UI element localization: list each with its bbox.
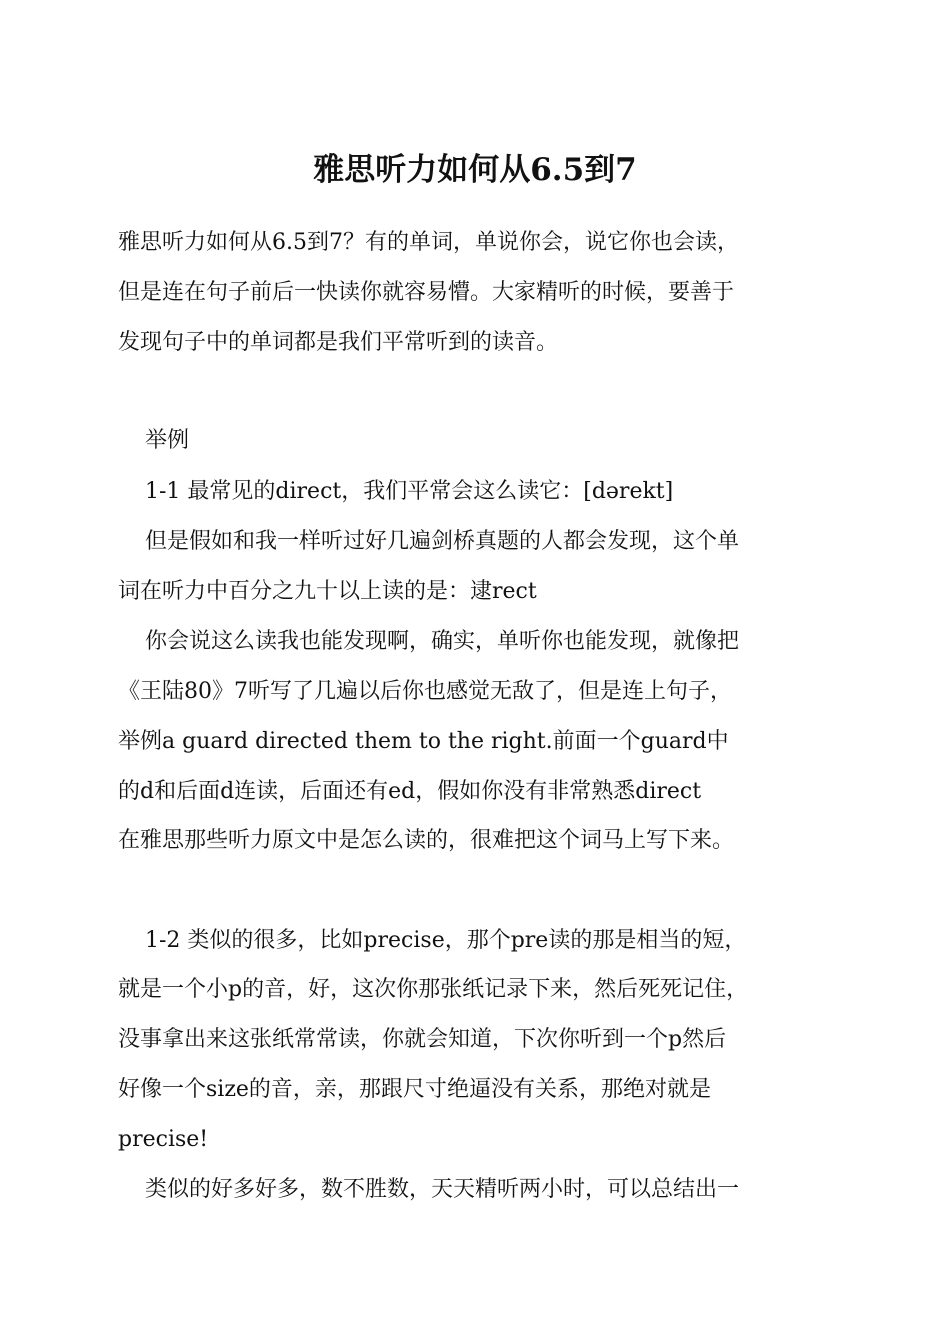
paragraph-line: 没事拿出来这张纸常常读，你就会知道，下次你听到一个p然后 (118, 1027, 727, 1052)
paragraph-line: 类似的好多好多，数不胜数，天天精听两小时，可以总结出一 (145, 1177, 740, 1202)
paragraph-line: 的d和后面d连读，后面还有ed，假如你没有非常熟悉direct (118, 779, 702, 804)
paragraph-line: 1-1 最常见的direct，我们平常会这么读它：[dərekt] (145, 479, 674, 504)
paragraph-line: 但是连在句子前后一快读你就容易懵。大家精听的时候，要善于 (118, 280, 735, 305)
page-title: 雅思听力如何从6.5到7 (313, 152, 637, 188)
paragraph-line: 就是一个小p的音，好，这次你那张纸记录下来，然后死死记住， (118, 977, 749, 1002)
paragraph-line: 《王陆80》7听写了几遍以后你也感觉无敌了，但是连上句子， (118, 679, 732, 704)
paragraph-line: precise! (118, 1127, 209, 1152)
paragraph-line: 在雅思那些听力原文中是怎么读的，很难把这个词马上写下来。 (118, 828, 735, 853)
paragraph-line: 雅思听力如何从6.5到7？有的单词，单说你会，说它你也会读， (118, 230, 739, 255)
paragraph-line: 举例a guard directed them to the right.前面一个guard中 (118, 729, 729, 754)
paragraph-line: 发现句子中的单词都是我们平常听到的读音。 (118, 330, 559, 355)
paragraph-line: 你会说这么读我也能发现啊，确实，单听你也能发现，就像把 (145, 629, 740, 654)
paragraph-line: 但是假如和我一样听过好几遍剑桥真题的人都会发现，这个单 (145, 529, 740, 554)
section-heading: 举例 (145, 428, 190, 453)
paragraph-line: 词在听力中百分之九十以上读的是：逮rect (118, 579, 537, 604)
paragraph-line: 好像一个size的音，亲，那跟尺寸绝逼没有关系，那绝对就是 (118, 1077, 711, 1102)
paragraph-line: 1-2 类似的很多，比如precise，那个pre读的那是相当的短， (145, 928, 747, 953)
